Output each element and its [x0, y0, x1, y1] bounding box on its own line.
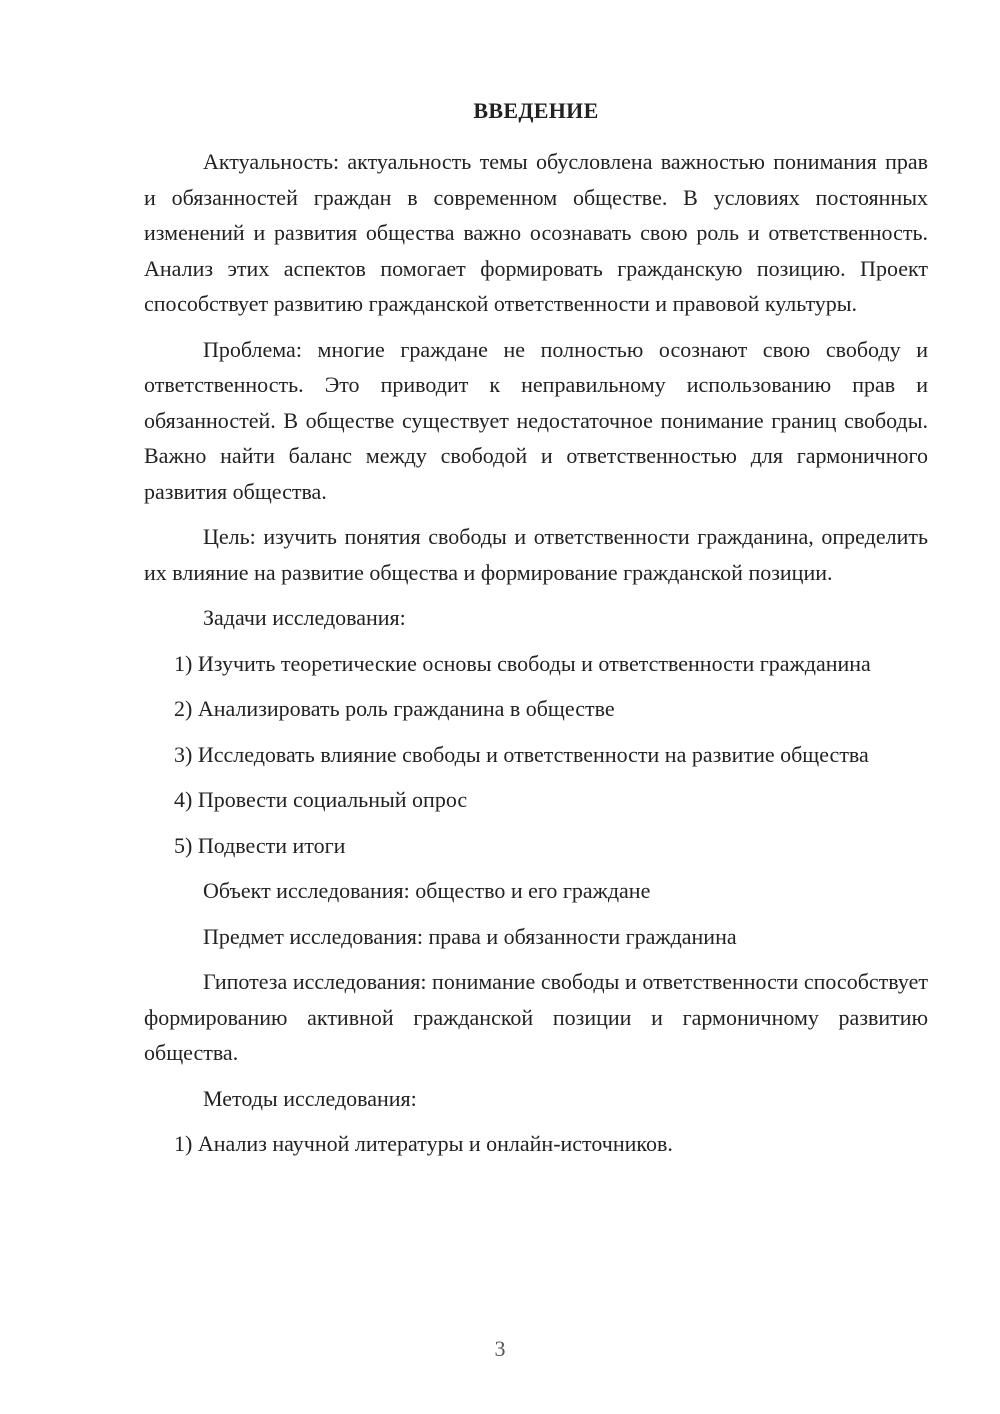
paragraph-object: Объект исследования: общество и его граждане — [203, 878, 651, 903]
tasks-heading: Задачи исследования: — [203, 605, 406, 630]
task-item-4: 4) Провести социальный опрос — [174, 787, 468, 812]
document-page — [144, 96, 928, 1162]
task-item-1: 1) Изучить теоретические основы свободы и ответственности гражданина — [174, 650, 871, 676]
task-item-3: 3) Исследовать влияние свободы и ответственности на развитие общества — [174, 741, 869, 767]
method-item-1: 1) Анализ научной литературы и онлайн-источников. — [174, 1131, 673, 1156]
methods-heading: Методы исследования: — [203, 1085, 417, 1111]
paragraph-hypothesis: Гипотеза исследования: понимание свободы и ответственности способствует формированию активной гражданской позиции и гармоничному развитию общества. — [144, 969, 928, 1065]
paragraph-problem: Проблема: многие граждане не полностью осознают свою свободу и ответственность. Это приводит к неправильному использованию прав и обязанностей. В обществе существует недостаточное понимание границ свободы. Важно найти баланс между свободой и ответственностью для гармоничного развития общества. — [144, 336, 928, 504]
task-item-2: 2) Анализировать роль гражданина в обществе — [174, 696, 615, 721]
section-title: ВВЕДЕНИЕ — [473, 98, 599, 123]
task-item-5: 5) Подвести итоги — [174, 832, 346, 858]
paragraph-relevance: Актуальность: актуальность темы обусловлена важностью понимания прав и обязанностей граждан в современном обществе. В условиях постоянных изменений и развития общества важно осознавать свою роль и ответственность. Анализ этих аспектов помогает формировать гражданскую позицию. Проект способствует развитию гражданской ответственности и правовой культуры. — [144, 149, 928, 316]
page-number: 3 — [494, 1336, 506, 1361]
paragraph-goal: Цель: изучить понятия свободы и ответственности гражданина, определить их влияние на развитие общества и формирование гражданской позиции. — [144, 524, 928, 585]
paragraph-subject: Предмет исследования: права и обязанности гражданина — [203, 923, 737, 949]
